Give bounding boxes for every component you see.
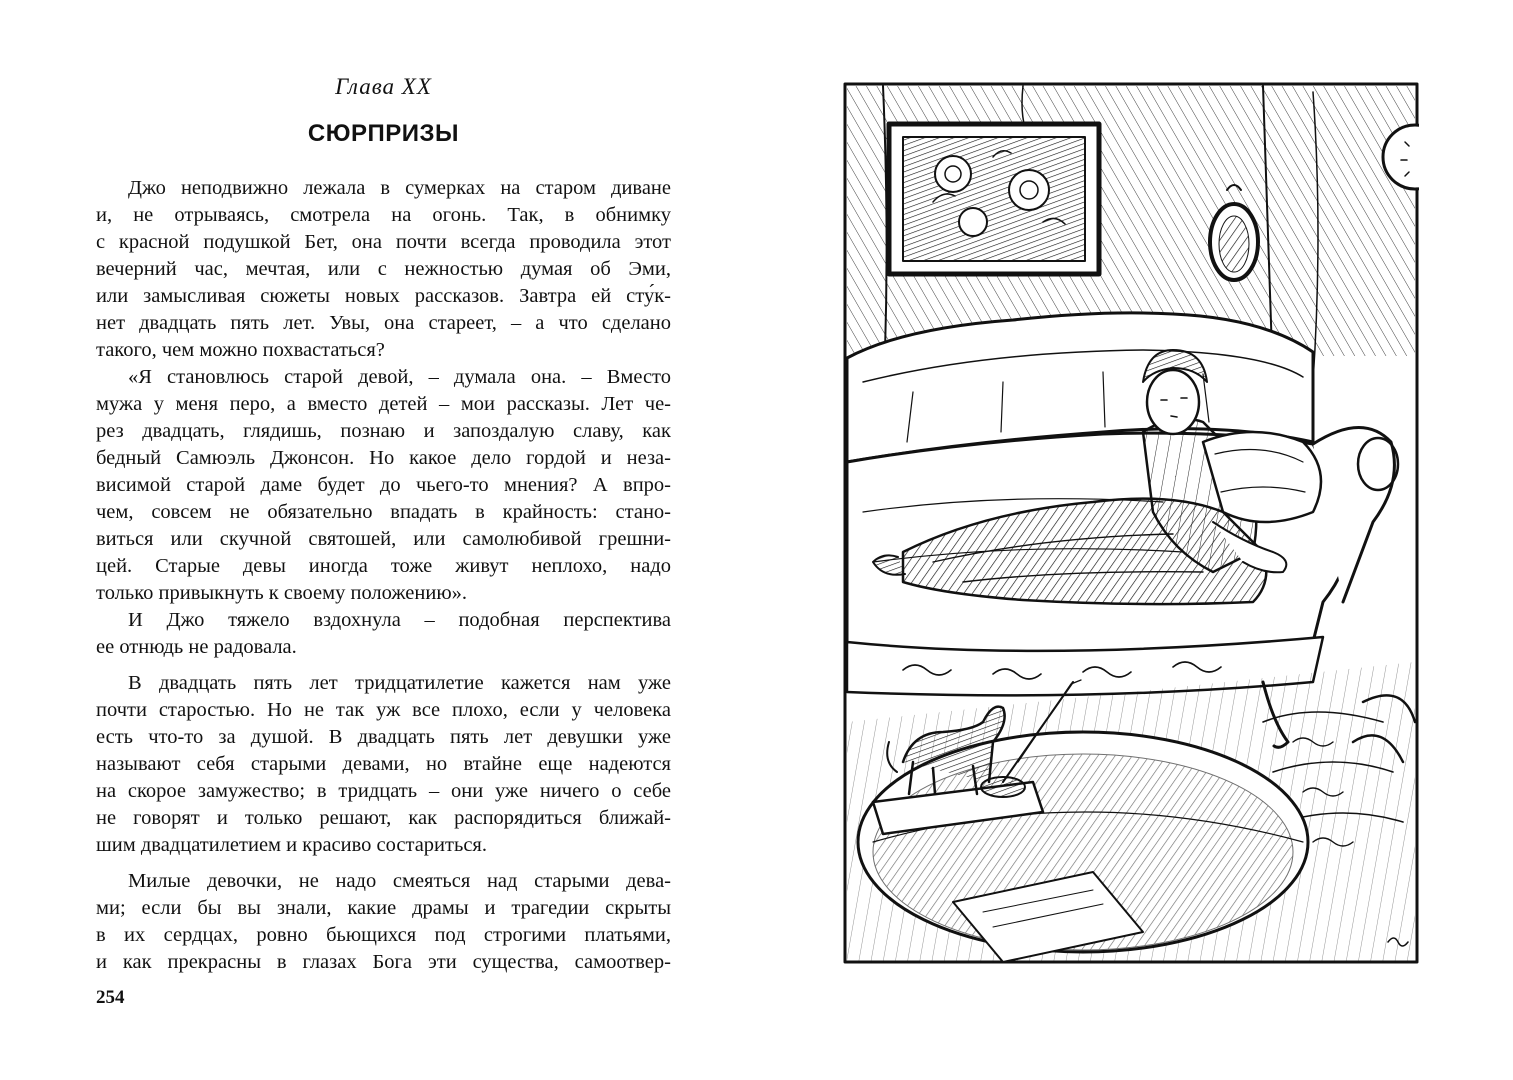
text-line: в их сердцах, ровно бьющихся под строгими платьями,: [96, 924, 671, 946]
text-line: рез двадцать, глядишь, познаю и запоздалую славу, как: [96, 420, 671, 442]
body-text: [96, 175, 671, 976]
text-line: с красной подушкой Бет, она почти всегда проводила этот: [96, 231, 671, 253]
paragraph-gap: [96, 859, 671, 868]
chapter-label: Глава XX: [335, 74, 432, 99]
text-line: не говорят и только решают, как распорядиться ближай-: [96, 807, 671, 829]
text-line: Милые девочки, не надо смеяться над старыми дева-: [128, 870, 671, 892]
text-line: или замысливая сюжеты новых рассказов. Завтра ей сту́к-: [96, 285, 671, 307]
chapter-title: СЮРПРИЗЫ: [307, 120, 460, 147]
text-line: виться или скучной святошей, или самолюбивой грешни-: [96, 528, 671, 550]
text-line: вечерний час, мечтая, или с нежностью думая об Эми,: [96, 258, 671, 280]
text-line: и, не отрываясь, смотрела на огонь. Так, в обнимку: [96, 204, 671, 226]
text-line: «Я становлюсь старой девой, – думала она. – Вместо: [128, 366, 671, 388]
left-page: [0, 0, 756, 1080]
text-line: почти старостью. Но не так уж все плохо, если у человека: [96, 699, 671, 721]
text-line: называют себя старыми девами, но втайне еще надеются: [96, 753, 671, 775]
paragraph-gap: [96, 661, 671, 670]
text-line: есть что-то за душой. В двадцать пять лет девушки уже: [96, 726, 671, 748]
text-line: висимой старой даме будет до чьего-то мнения? А впро-: [96, 474, 671, 496]
text-line: нет двадцать пять лет. Увы, она стареет, – а что сделано: [96, 312, 671, 334]
text-line: Джо неподвижно лежала в сумерках на старом диване: [128, 177, 671, 199]
text-line: чем, совсем не обязательно впадать в крайность: стано-: [96, 501, 671, 523]
text-line: мужа у меня перо, а вместо детей – мои рассказы. Лет че-: [96, 393, 671, 415]
framed-painting: [889, 124, 1099, 274]
text-line: бедный Самюэль Джонсон. Но какое дело гордой и неза-: [96, 447, 671, 469]
text-line: И Джо тяжело вздохнула – подобная перспектива: [128, 609, 671, 631]
text-line: и как прекрасны в глазах Бога эти существа, самоотвер-: [96, 951, 671, 973]
text-line: ее отнюдь не радовала.: [96, 636, 297, 658]
text-line: ми; если бы вы знали, какие драмы и трагедии скрыты: [96, 897, 671, 919]
page-number: 254: [96, 987, 125, 1008]
text-line: цей. Старые девы иногда тоже живут неплохо, надо: [96, 555, 671, 577]
text-line: шим двадцатилетием и красиво состариться.: [96, 834, 487, 856]
illustration-jo-on-sofa: [843, 82, 1419, 964]
text-line: В двадцать пять лет тридцатилетие кажется нам уже: [128, 672, 671, 694]
text-line: только привыкнуть к своему положению».: [96, 582, 468, 604]
text-line: такого, чем можно похвастаться?: [96, 339, 385, 361]
text-line: на скорое замужество; в тридцать – они уже ничего о себе: [96, 780, 671, 802]
